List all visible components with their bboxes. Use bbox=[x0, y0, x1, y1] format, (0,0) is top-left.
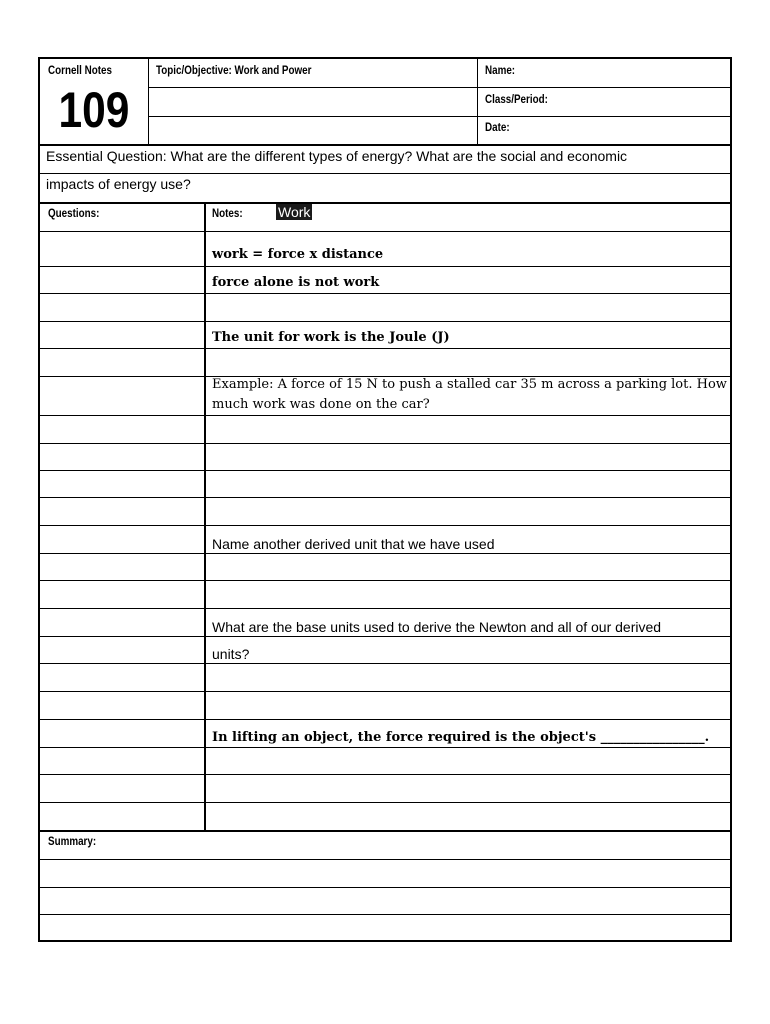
essential-question-bottom-line bbox=[40, 202, 732, 204]
rule-line bbox=[40, 443, 732, 444]
summary-label: Summary: bbox=[48, 834, 97, 848]
notes-example-line2: much work was done on the car? bbox=[212, 397, 430, 412]
cornell-notes-sheet bbox=[38, 57, 732, 942]
name-field-label: Name: bbox=[485, 63, 516, 77]
rule-line bbox=[40, 348, 732, 349]
rule-line bbox=[40, 719, 732, 720]
header-divider-left bbox=[148, 59, 149, 145]
page-number: 109 bbox=[58, 82, 130, 138]
notes-highlight-work: Work bbox=[278, 204, 311, 220]
rule-line bbox=[40, 231, 732, 232]
rule-line bbox=[40, 774, 732, 775]
rule-line bbox=[40, 266, 732, 267]
notes-label: Notes: bbox=[212, 206, 243, 220]
rule-line bbox=[40, 580, 732, 581]
rule-line bbox=[40, 497, 732, 498]
notes-lifting-question: In lifting an object, the force required is the object's ________________. bbox=[212, 730, 710, 745]
rule-line bbox=[40, 470, 732, 471]
notes-highlight-wrap bbox=[276, 204, 312, 220]
rule-line bbox=[40, 802, 732, 803]
notes-work-formula: work = force x distance bbox=[212, 247, 384, 262]
essential-question-line1: Essential Question: What are the different types of energy? What are the social and economic bbox=[46, 148, 628, 164]
rule-line bbox=[40, 691, 732, 692]
header-bottom-line bbox=[40, 144, 732, 146]
notes-base-units-line2: units? bbox=[212, 646, 250, 662]
header-divider-right bbox=[477, 59, 478, 145]
rule-line bbox=[40, 525, 732, 526]
class-period-field-label: Class/Period: bbox=[485, 92, 548, 106]
notes-base-units-line1: What are the base units used to derive the Newton and all of our derived bbox=[212, 619, 662, 635]
essential-question-divider bbox=[40, 173, 732, 174]
summary-rule-line bbox=[40, 914, 732, 915]
notes-derived-unit-question: Name another derived unit that we have used bbox=[212, 536, 495, 552]
rule-line bbox=[40, 415, 732, 416]
notes-unit-joule: The unit for work is the Joule (J) bbox=[212, 330, 450, 345]
summary-rule-line bbox=[40, 887, 732, 888]
questions-label: Questions: bbox=[48, 206, 100, 220]
summary-rule-line bbox=[40, 859, 732, 860]
rule-line bbox=[40, 293, 732, 294]
date-field-label: Date: bbox=[485, 120, 510, 134]
rule-line bbox=[40, 608, 732, 609]
questions-notes-divider bbox=[204, 202, 206, 831]
rule-line bbox=[40, 321, 732, 322]
rule-line bbox=[40, 553, 732, 554]
header-line bbox=[148, 87, 732, 88]
rule-line bbox=[40, 663, 732, 664]
summary-top-line bbox=[40, 830, 732, 832]
header-line bbox=[148, 116, 732, 117]
notes-example-line1: Example: A force of 15 N to push a stalled car 35 m across a parking lot. How bbox=[212, 377, 727, 392]
rule-line bbox=[40, 747, 732, 748]
notes-force-alone: force alone is not work bbox=[212, 275, 380, 290]
topic-label: Topic/Objective: Work and Power bbox=[156, 63, 312, 77]
rule-line bbox=[40, 636, 732, 637]
essential-question-line2: impacts of energy use? bbox=[46, 176, 191, 192]
cornell-notes-label: Cornell Notes bbox=[48, 63, 112, 77]
